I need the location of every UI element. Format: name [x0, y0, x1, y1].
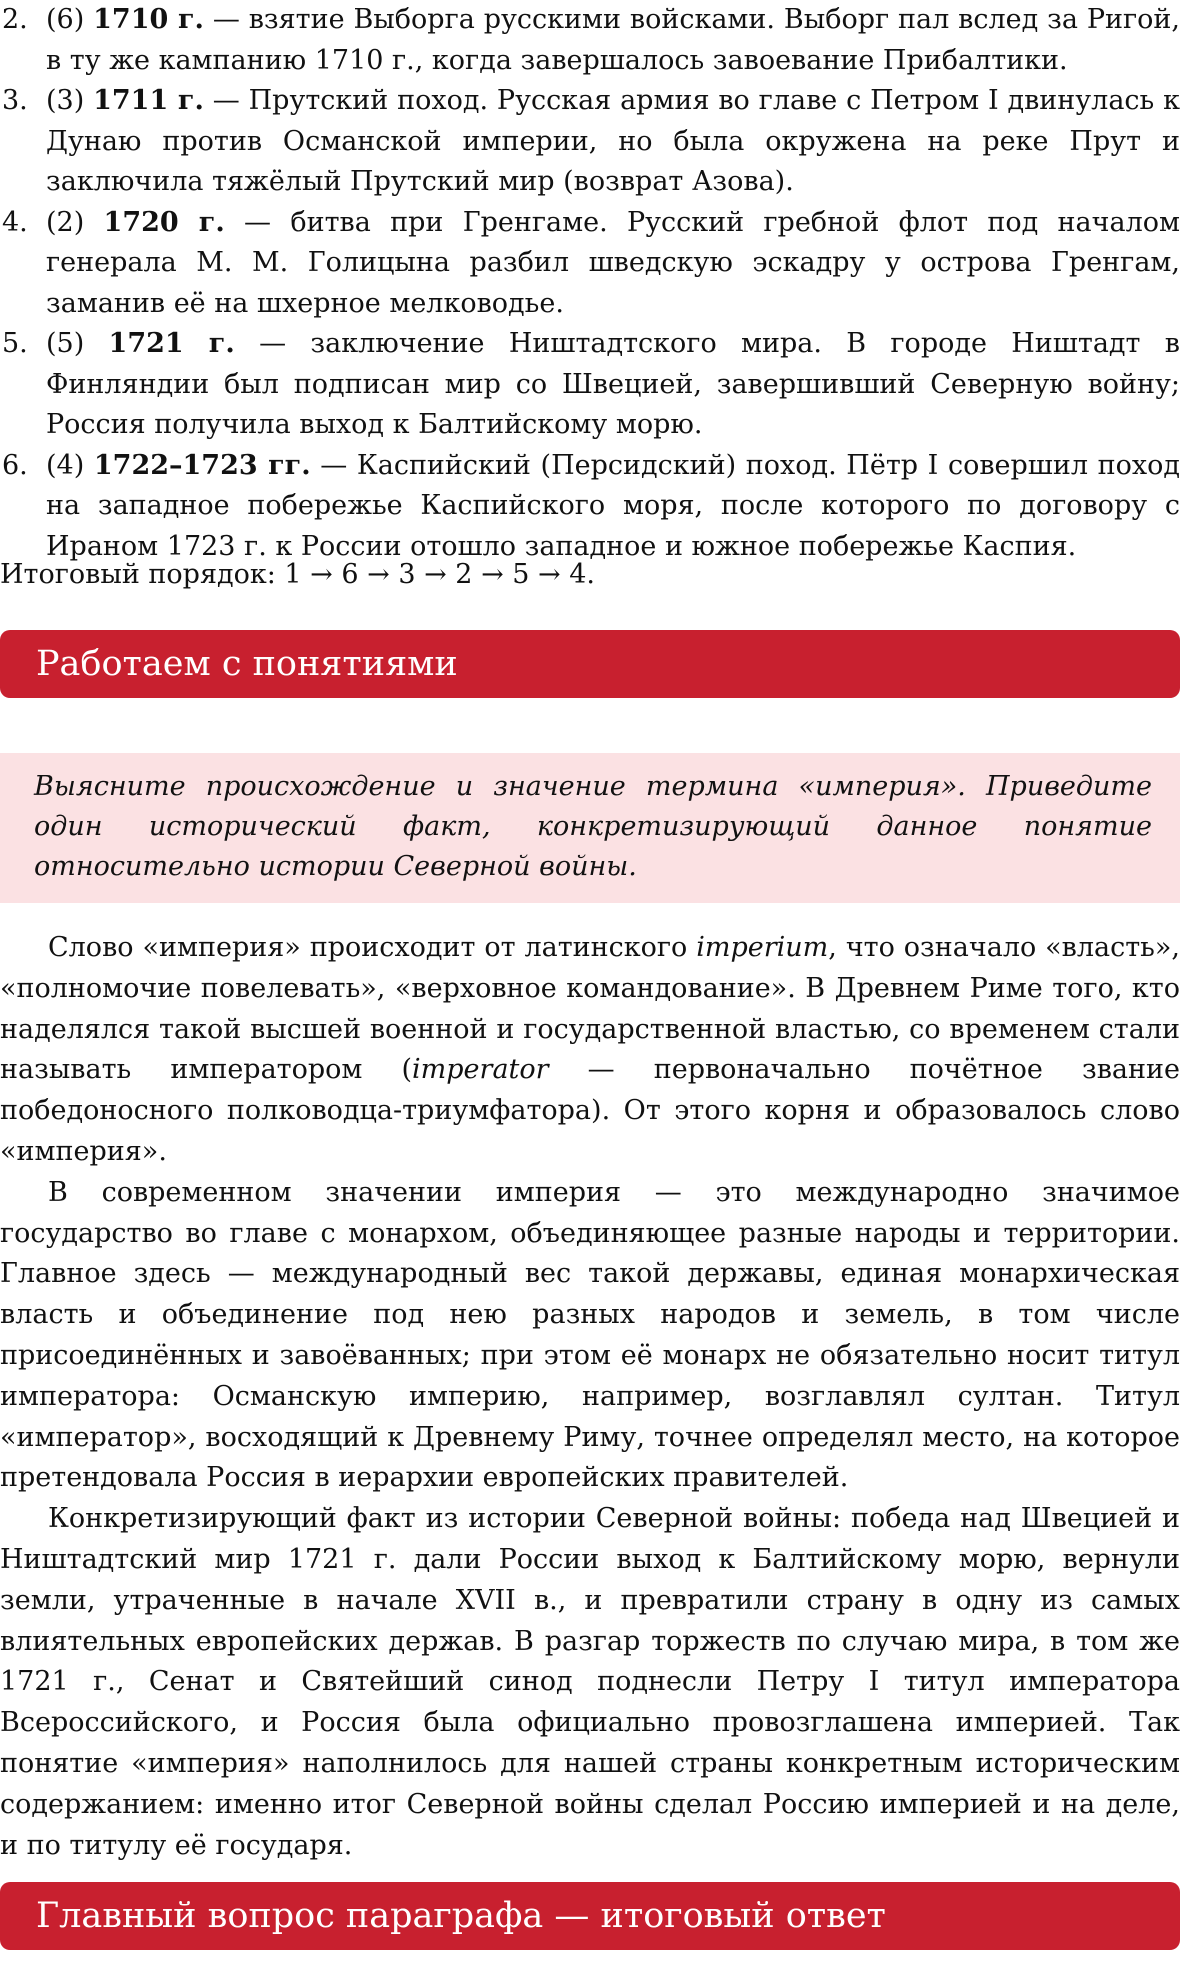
list-item	[0, 324, 1180, 446]
latin-term: imperium	[696, 932, 829, 963]
list-item	[0, 203, 1180, 325]
item-text: — битва при Гренгаме. Русский гребной флот под началом генерала М. М. Голицына разбил шведскую эскадру у острова Гренгам, заманив её на шхерное мелководье.	[46, 206, 1181, 319]
item-number: 2.	[2, 4, 28, 35]
list-item	[0, 81, 1180, 203]
item-number: 4.	[2, 206, 28, 238]
section-banner-main-question: Главный вопрос параграфа — итоговый ответ	[0, 1882, 1180, 1950]
list-item	[0, 0, 1180, 81]
item-prefix: (3)	[46, 85, 94, 116]
answer-paragraph	[0, 928, 1180, 1173]
item-text: — Каспийский (Персидский) поход. Пётр I совершил поход на западное побережье Каспийского моря, после которого по договору с Ираном 1723 г. к России отошло западное и южное побережье Каспия.	[46, 449, 1181, 562]
item-year: 1721 г.	[108, 328, 235, 359]
task-box: Выясните происхождение и значение термина «империя». Приведите один исторический факт, конкретизирующий данное понятие относительно истории Северной войны.	[0, 753, 1180, 903]
item-text: — Прутский поход. Русская армия во главе с Петром I двинулась к Дунаю против Османской империи, но была окружена на реке Прут и заключила тяжёлый Прутский мир (возврат Азова).	[46, 85, 1180, 197]
list-item	[0, 446, 1180, 568]
latin-term: imperator	[412, 1054, 549, 1086]
item-text: — взятие Выборга русскими войсками. Выборг пал вслед за Ригой, в ту же кампанию 1710 г., когда завершалось завоевание Прибалтики.	[46, 4, 1180, 76]
answer-paragraph: Конкретизирующий факт из истории Северной войны: победа над Швецией и Ништадтский мир 1721 г. дали России выход к Балтийскому морю, вернули земли, утраченные в начале XVII в., и превратили страну в одну из самых влиятельных европейских держав. В разгар торжеств по случаю мира, в том же 1721 г., Сенат и Святейший синод поднесли Петру I титул императора Всероссийского, и Россия была официально провозглашена империей. Так понятие «империя» наполнилось для нашей страны конкретным историческим содержанием: именно итог Северной войны сделал Россию империей и на деле, и по титулу её государя.	[0, 1503, 1180, 1861]
item-number: 5.	[2, 328, 28, 359]
item-year: 1722–1723 гг.	[93, 449, 311, 481]
answer-text	[0, 928, 1180, 1866]
text-span: Слово «империя» происходит от латинского	[48, 932, 697, 963]
item-number: 3.	[2, 85, 28, 116]
item-prefix: (6)	[46, 4, 94, 35]
section-banner-concepts: Работаем с понятиями	[0, 630, 1180, 698]
item-number: 6.	[2, 449, 28, 481]
event-list	[0, 0, 1180, 567]
item-text: — заключение Ништадтского мира. В городе Ништадт в Финляндии был подписан мир со Швецией, завершивший Северную войну; Россия получила выход к Балтийскому морю.	[46, 328, 1180, 440]
item-prefix: (2)	[46, 206, 104, 238]
final-order: Итоговый порядок: 1 → 6 → 3 → 2 → 5 → 4.	[0, 559, 596, 590]
answer-paragraph: В современном значении империя — это международно значимое государство во главе с монархом, объединяющее разные народы и территории. Главное здесь — международный вес такой державы, единая монархическая власть и объединение под нею разных народов и земель, в том числе присоединённых и завоёванных; при этом её монарх не обязательно носит титул императора: Османскую империю, например, возглавлял султан. Титул «император», восходящий к Древнему Риму, точнее определял место, на которое претендовала Россия в иерархии европейских правителей.	[0, 1176, 1180, 1494]
item-year: 1711 г.	[93, 85, 204, 116]
item-year: 1720 г.	[103, 206, 225, 238]
item-year: 1710 г.	[93, 4, 204, 35]
item-prefix: (4)	[46, 449, 94, 481]
text-span: — первоначально почётное звание победоносного полководца-триумфатора). От этого корня и образовалось слово «империя».	[0, 1054, 1180, 1167]
item-prefix: (5)	[46, 328, 109, 359]
text-span: , что означало «власть», «полномочие повелевать», «верховное командование». В Древнем Риме того, кто наделялся такой высшей военной и государственной властью, со временем стали называть императором (	[0, 932, 1180, 1086]
